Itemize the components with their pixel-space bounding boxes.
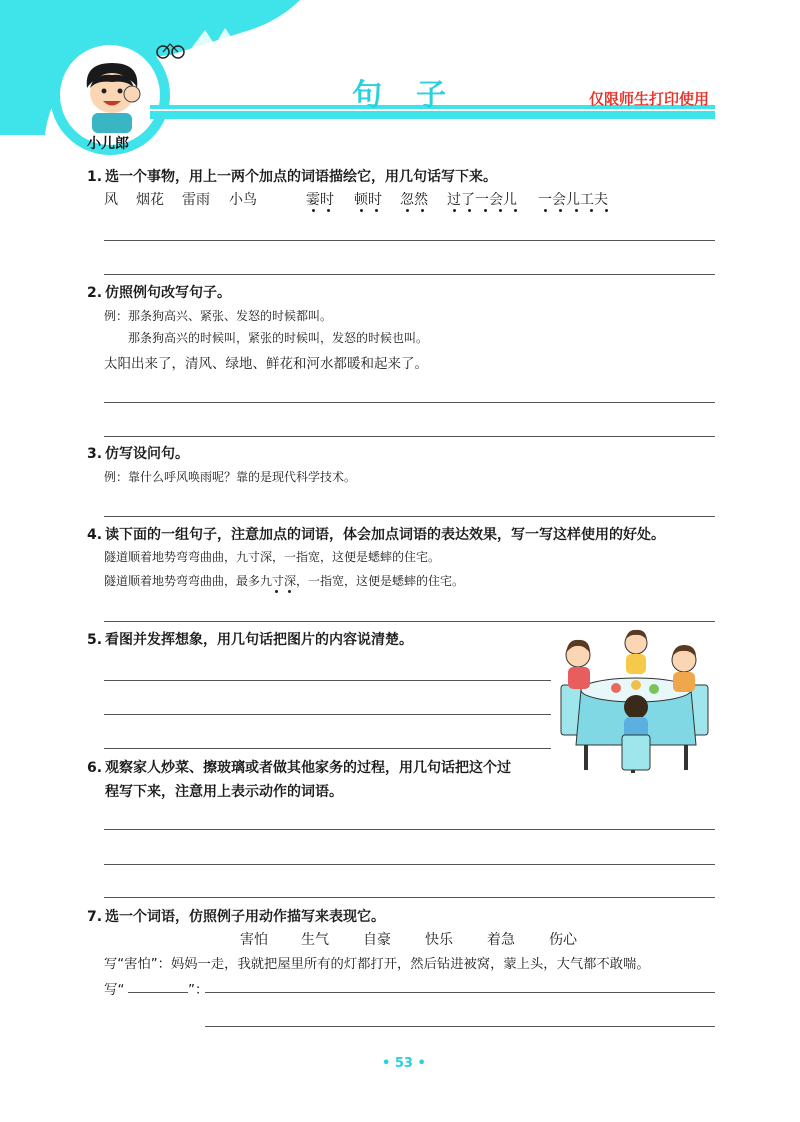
emphasis-dot bbox=[575, 209, 578, 212]
answer-line[interactable] bbox=[104, 274, 715, 275]
emphasis-dot bbox=[499, 209, 502, 212]
answer-line[interactable] bbox=[104, 748, 551, 749]
emphasis-dot bbox=[468, 209, 471, 212]
q7-write-suffix: ”： bbox=[188, 982, 209, 998]
question-6-prompt-cont: 程写下来，注意用上表示动作的词语。 bbox=[105, 784, 343, 800]
q1-word: 忽然 bbox=[400, 192, 428, 208]
q2-example-2: 那条狗高兴的时候叫，紧张的时候叫，发怒的时候也叫。 bbox=[128, 331, 429, 345]
answer-line[interactable] bbox=[104, 680, 551, 681]
emphasis-dot bbox=[327, 209, 330, 212]
emphasis-dot bbox=[544, 209, 547, 212]
q1-word: 一会儿工夫 bbox=[538, 192, 608, 208]
emphasis-dot bbox=[590, 209, 593, 212]
question-4-prompt: 4. 读下面的一组句子，注意加点的词语，体会加点词语的表达效果，写一写这样使用的好处。 bbox=[87, 527, 665, 543]
answer-line[interactable] bbox=[104, 829, 715, 830]
emphasis-dot bbox=[288, 590, 291, 593]
answer-line[interactable] bbox=[205, 992, 715, 993]
brand-name: 小儿郎 bbox=[87, 136, 129, 152]
boy-avatar-icon bbox=[72, 58, 152, 133]
q1-word: 霎时 bbox=[306, 192, 334, 208]
emphasis-dot bbox=[605, 209, 608, 212]
q1-word: 顿时 bbox=[354, 192, 382, 208]
print-restriction-label: 仅限师生打印使用 bbox=[589, 90, 710, 108]
answer-line[interactable] bbox=[104, 714, 551, 715]
emphasis-dot bbox=[275, 590, 278, 593]
answer-line[interactable] bbox=[205, 1026, 715, 1027]
q1-thing: 风 bbox=[104, 192, 118, 208]
q1-word: 过了一会儿 bbox=[447, 192, 517, 208]
question-6-prompt: 6. 观察家人炒菜、擦玻璃或者做其他家务的过程，用几句话把这个过 bbox=[87, 760, 511, 776]
q7-write-prefix: 写“ bbox=[104, 982, 125, 998]
q7-word: 快乐 bbox=[425, 932, 453, 948]
question-1-prompt: 1. 选一个事物，用上一两个加点的词语描绘它，用几句话写下来。 bbox=[87, 169, 497, 185]
q7-word-blank[interactable] bbox=[128, 992, 188, 993]
q7-word: 自豪 bbox=[363, 932, 391, 948]
q7-word: 生气 bbox=[301, 932, 329, 948]
answer-line[interactable] bbox=[104, 864, 715, 865]
question-3-prompt: 3. 仿写设问句。 bbox=[87, 446, 189, 462]
q4-sentence-2: 隧道顺着地势弯弯曲曲，最多九寸深，一指宽，这便是蟋蟀的住宅。 bbox=[104, 574, 465, 588]
q7-word: 着急 bbox=[487, 932, 515, 948]
answer-line[interactable] bbox=[104, 436, 715, 437]
emphasis-dot bbox=[312, 209, 315, 212]
question-2-prompt: 2. 仿照例句改写句子。 bbox=[87, 285, 231, 301]
question-7-prompt: 7. 选一个词语，仿照例子用动作描写来表现它。 bbox=[87, 909, 385, 925]
page-number: • 53 • bbox=[382, 1056, 426, 1071]
answer-line[interactable] bbox=[104, 402, 715, 403]
emphasis-dot bbox=[421, 209, 424, 212]
answer-line[interactable] bbox=[104, 621, 715, 622]
q1-thing: 烟花 bbox=[136, 192, 164, 208]
q7-example: 写“害怕”：妈妈一走，我就把屋里所有的灯都打开，然后钻进被窝，蒙上头，大气都不敢喘。 bbox=[104, 957, 650, 972]
q7-word: 伤心 bbox=[549, 932, 577, 948]
q2-sentence: 太阳出来了，清风、绿地、鲜花和河水都暖和起来了。 bbox=[104, 356, 428, 372]
answer-line[interactable] bbox=[104, 240, 715, 241]
q4-sentence-1: 隧道顺着地势弯弯曲曲，九寸深，一指宽，这便是蟋蟀的住宅。 bbox=[104, 550, 441, 564]
q1-thing: 小鸟 bbox=[229, 192, 257, 208]
emphasis-dot bbox=[375, 209, 378, 212]
q2-example-1: 例：那条狗高兴、紧张、发怒的时候都叫。 bbox=[104, 309, 333, 323]
emphasis-dot bbox=[453, 209, 456, 212]
q1-thing: 雷雨 bbox=[182, 192, 210, 208]
answer-line[interactable] bbox=[104, 897, 715, 898]
emphasis-dot bbox=[406, 209, 409, 212]
emphasis-dot bbox=[360, 209, 363, 212]
q3-example: 例：靠什么呼风唤雨呢？靠的是现代科学技术。 bbox=[104, 470, 357, 484]
question-5-prompt: 5. 看图并发挥想象，用几句话把图片的内容说清楚。 bbox=[87, 632, 413, 648]
answer-line[interactable] bbox=[104, 516, 715, 517]
emphasis-dot bbox=[559, 209, 562, 212]
page-title: 句子 bbox=[352, 78, 480, 113]
emphasis-dot bbox=[484, 209, 487, 212]
q7-word: 害怕 bbox=[240, 932, 268, 948]
emphasis-dot bbox=[514, 209, 517, 212]
children-dining-icon bbox=[556, 625, 716, 775]
